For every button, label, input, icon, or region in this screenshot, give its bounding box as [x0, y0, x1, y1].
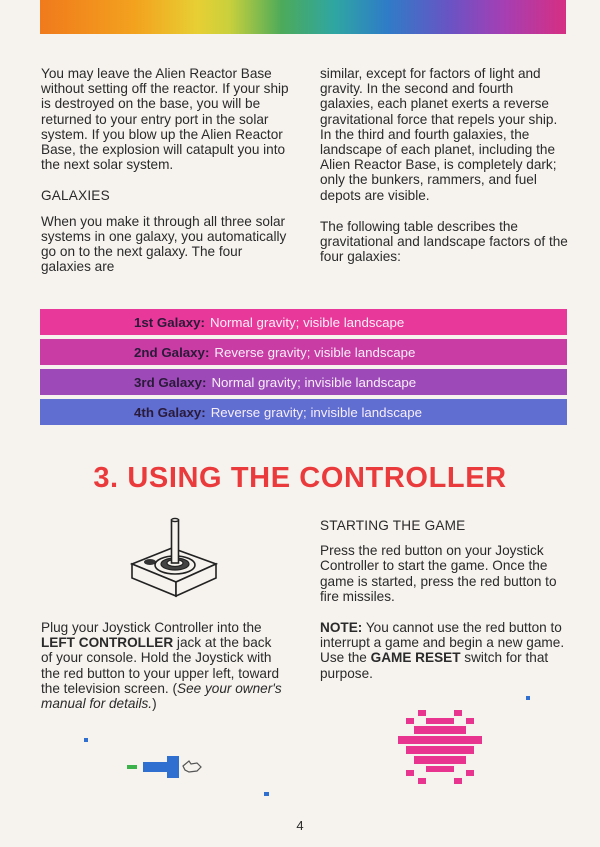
galaxy-label: 3rd Galaxy: [134, 374, 207, 390]
galaxy-label: 2nd Galaxy: [134, 344, 210, 360]
reactor-paragraph: You may leave the Alien Reactor Base without setting off the reactor. If your ship is destroyed on the base, you will be returned to your entry port in the solar system. If you blow up the Alien Reactor Base, the explosion will catapult you into the next solar system. [41, 66, 289, 173]
galaxy-description: Normal gravity; visible landscape [209, 314, 405, 330]
text-run: Plug your Joystick Controller into the [41, 620, 262, 635]
starting-the-game-column [320, 518, 570, 681]
table-intro-paragraph: The following table describes the gravitational and landscape factors of the four galaxies: [320, 218, 568, 265]
starting-heading: STARTING THE GAME [320, 518, 466, 533]
controller-instructions [41, 620, 286, 711]
text-run: ) [152, 696, 157, 712]
galaxy-row [40, 399, 567, 425]
text-run: You cannot use the red button to interrupt a game and begin a new game. Use the [320, 620, 565, 666]
galaxy-description: Reverse gravity; invisible landscape [210, 404, 423, 420]
galaxies-heading: GALAXIES [41, 188, 110, 204]
galaxies-continued-paragraph: similar, except for factors of light and gravity. In the second and fourth galaxies, each planet exerts a reverse gravitational force that repels your ship. In the third and fourth galaxies, the landscape of each planet, including the Alien Reactor Base, is completely dark; only the bunkers, rammers, and fuel depots are visible. [320, 66, 558, 203]
section-title: 3. USING THE CONTROLLER [93, 462, 507, 494]
right-column-top [320, 66, 570, 264]
player-ship-sprite-icon [127, 754, 207, 780]
pixel-dot-icon [84, 738, 88, 742]
page-number: 4 [296, 818, 304, 833]
galaxy-row [40, 309, 567, 335]
galaxy-label: 1st Galaxy: [134, 314, 205, 330]
note-paragraph [320, 620, 570, 681]
pixel-dot-icon [526, 696, 530, 700]
left-column-top [41, 66, 291, 274]
game-reset-bold: GAME RESET [370, 650, 461, 666]
galaxy-row [40, 369, 567, 395]
starting-paragraph: Press the red button on your Joystick Controller to start the game. Once the game is started, press the red button to fire missiles. [320, 543, 557, 604]
controller-paragraph [41, 620, 286, 711]
text-run: jack at the back of your console. Hold the Joystick with the red button to your upper left, toward the television screen. ( [41, 635, 280, 696]
galaxy-table [40, 309, 567, 429]
galaxy-description: Reverse gravity; visible landscape [214, 344, 416, 360]
note-label: NOTE: [320, 620, 363, 636]
galaxies-paragraph: When you make it through all three solar systems in one galaxy, you automatically go on to the next galaxy. The four galaxies are [41, 213, 287, 275]
galaxy-row [40, 339, 567, 365]
pixel-dot-icon [264, 792, 269, 796]
left-controller-bold: LEFT CONTROLLER [41, 635, 174, 651]
galaxy-label: 4th Galaxy: [134, 404, 206, 420]
galaxy-description: Normal gravity; invisible landscape [211, 374, 417, 390]
owners-manual-italic: See your owner's manual for details. [41, 680, 282, 712]
rainbow-header-bar [40, 0, 566, 34]
alien-reactor-sprite-icon [398, 710, 482, 786]
joystick-illustration-icon [124, 512, 224, 602]
text-run: switch for that purpose. [320, 650, 549, 681]
